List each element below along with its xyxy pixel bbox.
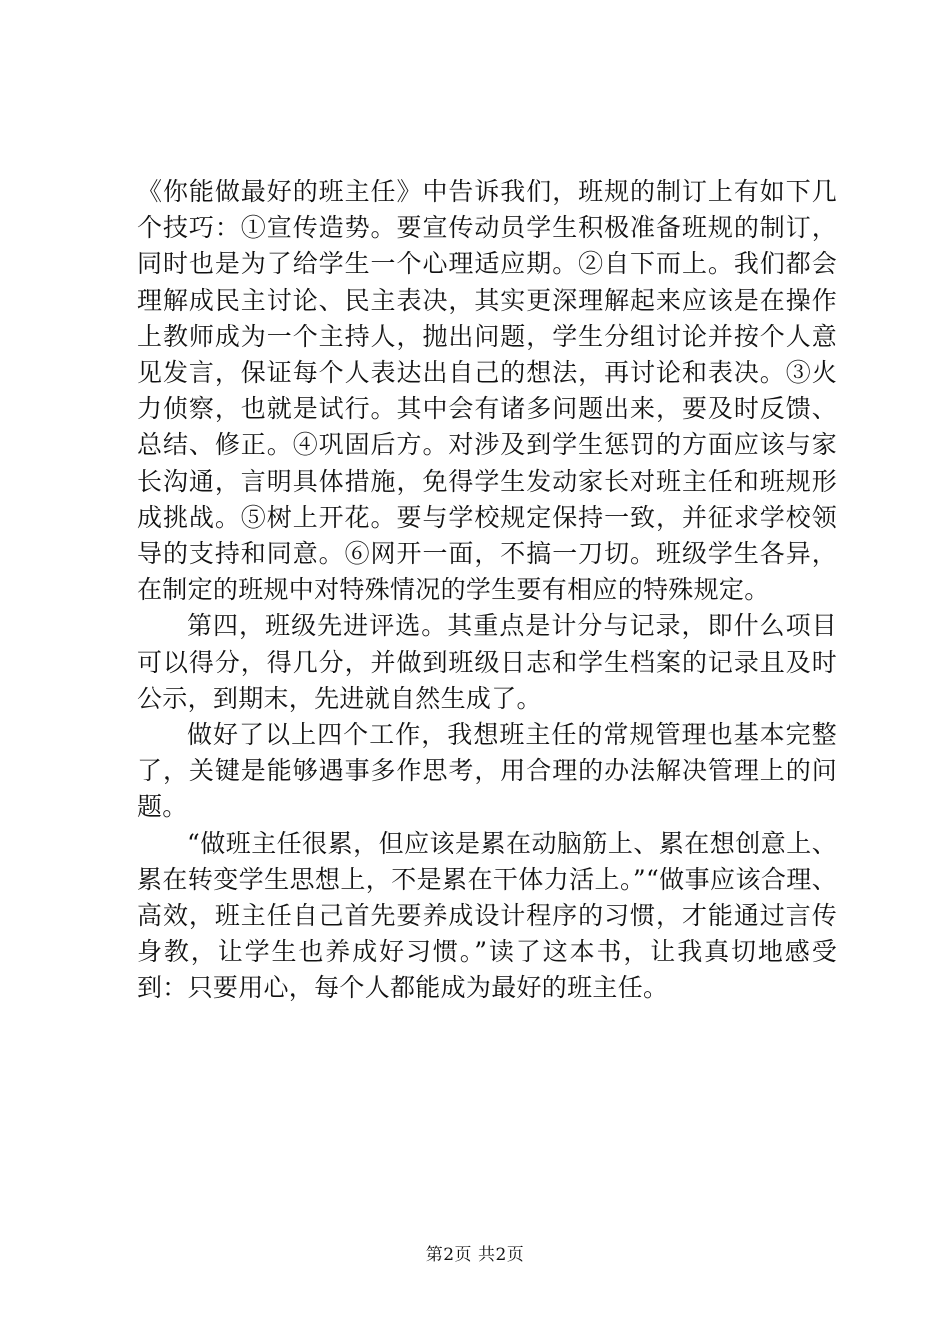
page-number-footer: 第2页 共2页 (425, 1245, 525, 1265)
paragraph-class-rules-techniques: 《你能做最好的班主任》中告诉我们，班规的制订上有如下几个技巧：①宣传造势。要宣传动员学生积极准备班规的制订，同时也是为了给学生一个心理适应期。②自下而上。我们都会理解成民主讨论、民主表决，其实更深理解起来应该是在操作上教师成为一个主持人，抛出问题，学生分组讨论并按个人意见发言，保证每个人表达出自己的想法，再讨论和表决。③火力侦察，也就是试行。其中会有诸多问题出来，要及时反馈、总结、修正。④巩固后方。对涉及到学生惩罚的方面应该与家长沟通，言明具体措施，免得学生发动家长对班主任和班规形成挑战。⑤树上开花。要与学校规定保持一致，并征求学校领导的支持和同意。⑥网开一面，不搞一刀切。班级学生各异，在制定的班规中对特殊情况的学生要有相应的特殊规定。 (137, 177, 837, 605)
paragraph-fourth-point: 第四，班级先进评选。其重点是计分与记录，即什么项目可以得分，得几分，并做到班级日志和学生档案的记录且及时公示，到期末，先进就自然生成了。 (137, 611, 837, 713)
paragraph-conclusion-quote: “做班主任很累，但应该是累在动脑筋上、累在想创意上、累在转变学生思想上，不是累在干体力活上。”“做事应该合理、高效，班主任自己首先要养成设计程序的习惯，才能通过言传身教，让学生也养成好习惯。”读了这本书，让我真切地感受到：只要用心，每个人都能成为最好的班主任。 (137, 828, 837, 1003)
document-body (137, 174, 837, 1007)
paragraph-summary: 做好了以上四个工作，我想班主任的常规管理也基本完整了，关键是能够遇事多作思考，用合理的办法解决管理上的问题。 (137, 720, 837, 822)
